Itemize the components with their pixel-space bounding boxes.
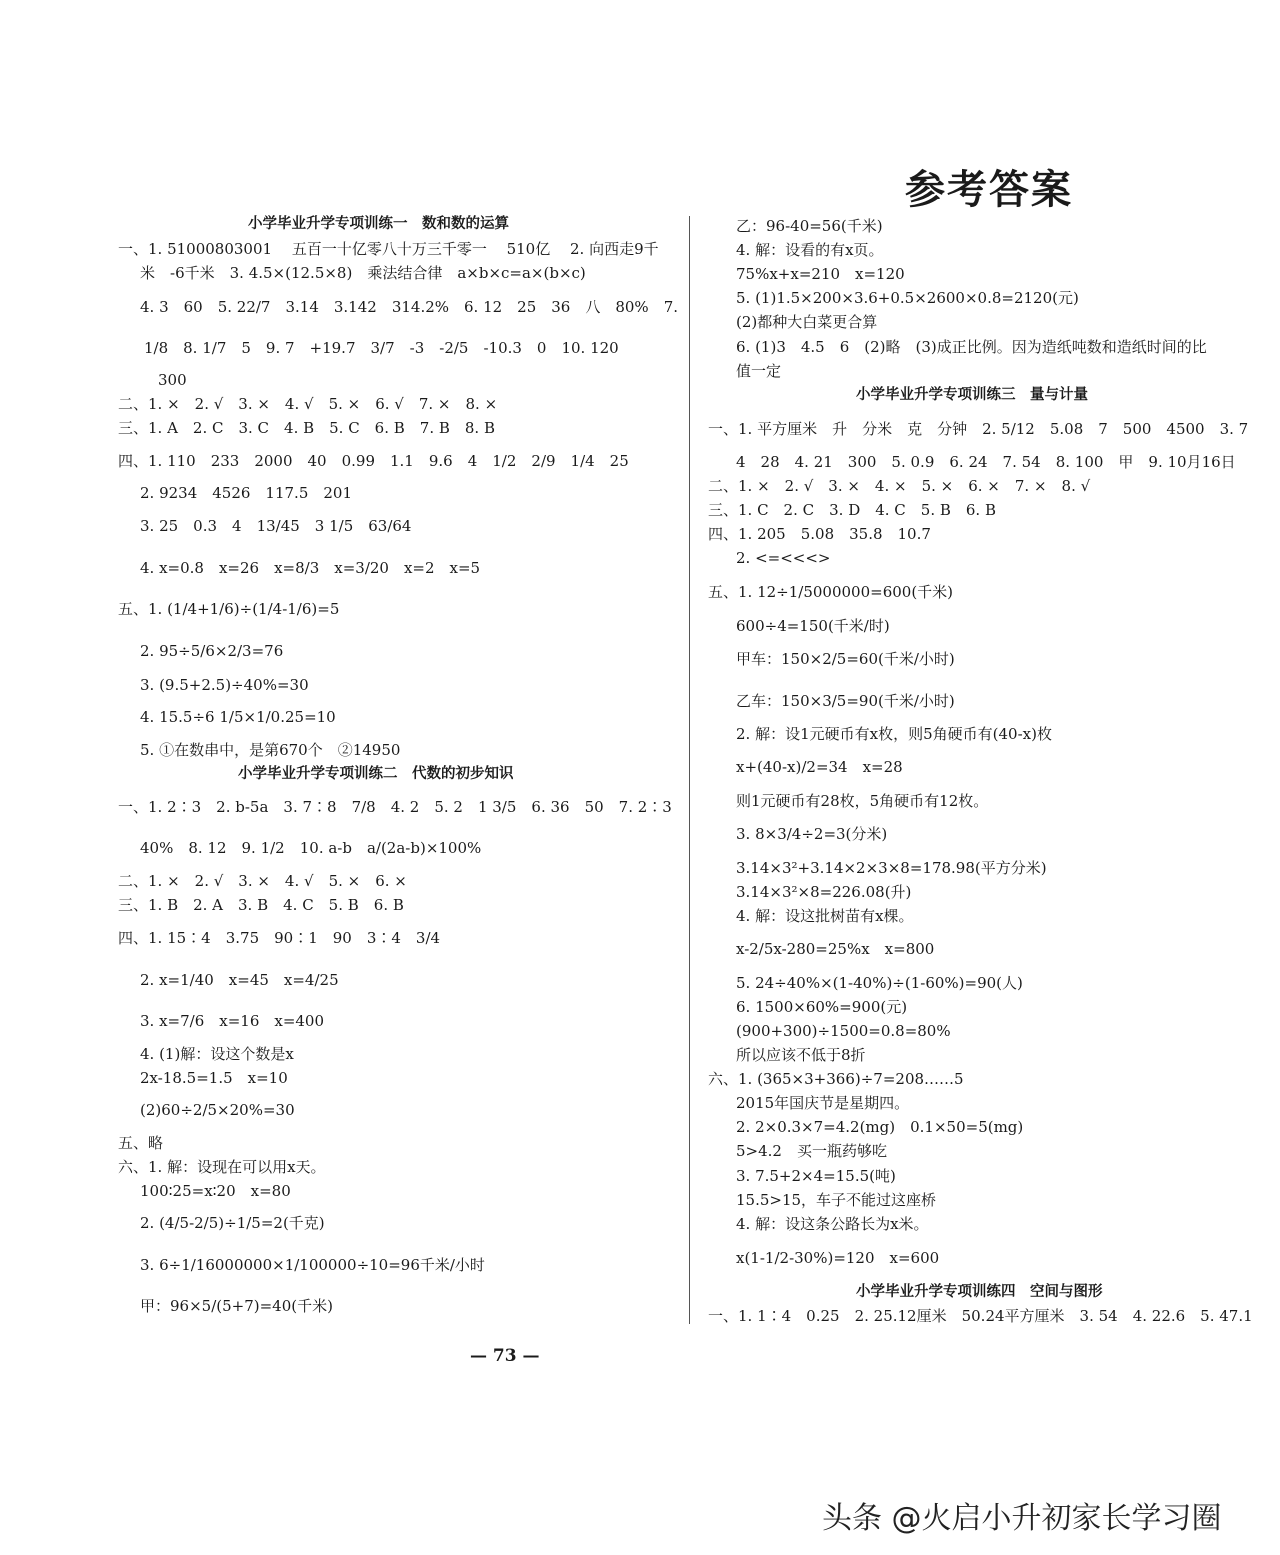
answer-line-left-11: 4. x=0.8 x=26 x=8/3 x=3/20 x=2 x=5 [140,559,481,577]
answer-line-right-35: 15.5>15，车子不能过这座桥 [736,1191,937,1209]
answer-line-right-32: 2. 2×0.3×7=4.2(mg) 0.1×50=5(mg) [736,1118,1024,1136]
answer-line-right-8: 一、1. 平方厘米 升 分米 克 分钟 2. 5/12 5.08 7 500 4500 3. 7 [708,420,1249,438]
section-heading-left-0: 小学毕业升学专项训练一 数和数的运算 [248,216,509,232]
answer-line-left-6: 二、1. × 2. √ 3. × 4. √ 5. × 6. √ 7. × 8. × [118,395,498,413]
answer-line-right-36: 4. 解：设这条公路长为x米。 [736,1215,929,1233]
answer-line-right-27: 6. 1500×60%=900(元) [736,998,908,1016]
answer-line-right-21: 3. 8×3/4÷2=3(分米) [736,825,888,843]
answer-line-left-15: 4. 15.5÷6 1/5×1/0.25=10 [140,708,336,726]
answer-line-left-19: 40% 8. 12 9. 1/2 10. a-b a/(2a-b)×100% [140,839,482,857]
answer-line-right-11: 三、1. C 2. C 3. D 4. C 5. B 6. B [708,501,996,519]
answer-line-left-29: 六、1. 解：设现在可以用x天。 [118,1158,326,1176]
section-heading-right-38: 小学毕业升学专项训练四 空间与图形 [856,1284,1103,1300]
answer-line-left-9: 2. 9234 4526 117.5 201 [140,484,352,502]
answer-line-right-28: (900+300)÷1500=0.8=80% [736,1022,951,1040]
answer-line-right-39: 一、1. 1∶4 0.25 2. 25.12厘米 50.24平方厘米 3. 54 4. 22.6 5. 47.1 [708,1307,1253,1325]
answer-line-left-25: 4. (1)解：设这个数是x [140,1045,294,1063]
page-title: 参考答案 [905,166,1073,213]
answer-line-left-1: 一、1. 51000803001 五百一十亿零八十万三千零一 510亿 2. 向西走9千 [118,240,659,258]
answer-line-left-10: 3. 25 0.3 4 13/45 3 1/5 63/64 [140,517,412,535]
answer-line-left-31: 2. (4/5-2/5)÷1/5=2(千克) [140,1214,325,1232]
answer-line-right-13: 2. <=<<<> [736,549,831,567]
watermark: 头条 @火启小升初家长学习圈 [822,1501,1222,1536]
answer-line-left-4: 1/8 8. 1/7 5 9. 7 +19.7 3/7 -3 -2/5 -10.3 0 10. 120 [144,339,619,357]
answer-line-left-8: 四、1. 110 233 2000 40 0.99 1.1 9.6 4 1/2 2/9 1/4 25 [118,452,629,470]
answer-line-right-31: 2015年国庆节是星期四。 [736,1094,910,1112]
answer-line-right-34: 3. 7.5+2×4=15.5(吨) [736,1167,896,1185]
answer-line-right-29: 所以应该不低于8折 [736,1046,866,1064]
answer-line-right-37: x(1-1/2-30%)=120 x=600 [736,1249,940,1267]
answer-line-left-27: (2)60÷2/5×20%=30 [140,1101,295,1119]
answer-line-left-16: 5. ①在数串中，是第670个 ②14950 [140,741,401,759]
answer-line-left-23: 2. x=1/40 x=45 x=4/25 [140,971,339,989]
answer-line-left-21: 三、1. B 2. A 3. B 4. C 5. B 6. B [118,896,404,914]
answer-line-left-5: 300 [158,371,187,389]
answer-line-right-12: 四、1. 205 5.08 35.8 10.7 [708,525,931,543]
answer-line-right-9: 4 28 4. 21 300 5. 0.9 6. 24 7. 54 8. 100 甲 9. 10月16日 [736,453,1236,471]
answer-line-right-6: 值一定 [736,362,782,380]
answer-line-left-7: 三、1. A 2. C 3. C 4. B 5. C 6. B 7. B 8. B [118,419,495,437]
answer-line-left-3: 4. 3 60 5. 22/7 3.14 3.142 314.2% 6. 12 25 36 八 80% 7. [140,298,679,316]
answer-line-right-17: 乙车：150×3/5=90(千米/小时) [736,692,955,710]
answer-line-right-1: 4. 解：设看的有x页。 [736,241,884,259]
answer-line-left-2: 米 -6千米 3. 4.5×(12.5×8) 乘法结合律 a×b×c=a×(b×c) [140,264,586,282]
answer-line-right-30: 六、1. (365×3+366)÷7=208……5 [708,1070,964,1088]
answer-line-right-3: 5. (1)1.5×200×3.6+0.5×2600×0.8=2120(元) [736,289,1079,307]
answer-line-right-18: 2. 解：设1元硬币有x枚，则5角硬币有(40-x)枚 [736,725,1052,743]
answer-line-right-20: 则1元硬币有28枚，5角硬币有12枚。 [736,792,989,810]
answer-line-right-0: 乙：96-40=56(千米) [736,217,883,235]
answer-line-right-24: 4. 解：设这批树苗有x棵。 [736,907,914,925]
answer-line-left-28: 五、略 [118,1134,164,1152]
answer-line-right-19: x+(40-x)/2=34 x=28 [736,758,903,776]
answer-line-right-25: x-2/5x-280=25%x x=800 [736,940,935,958]
answer-line-left-26: 2x-18.5=1.5 x=10 [140,1069,288,1087]
answer-line-right-4: (2)都种大白菜更合算 [736,313,878,331]
answer-line-right-33: 5>4.2 买一瓶药够吃 [736,1142,887,1160]
answer-line-right-2: 75%x+x=210 x=120 [736,265,905,283]
answer-line-right-16: 甲车：150×2/5=60(千米/小时) [736,650,955,668]
answer-line-right-22: 3.14×3²+3.14×2×3×8=178.98(平方分米) [736,859,1047,877]
section-heading-right-7: 小学毕业升学专项训练三 量与计量 [856,387,1088,403]
answer-line-left-18: 一、1. 2∶3 2. b-5a 3. 7∶8 7/8 4. 2 5. 2 1 3/5 6. 36 50 7. 2∶3 [118,798,672,816]
answer-line-right-15: 600÷4=150(千米/时) [736,617,890,635]
answer-line-left-13: 2. 95÷5/6×2/3=76 [140,642,284,660]
answer-line-left-12: 五、1. (1/4+1/6)÷(1/4-1/6)=5 [118,600,340,618]
answer-line-left-14: 3. (9.5+2.5)÷40%=30 [140,676,309,694]
answer-line-left-33: 甲：96×5/(5+7)=40(千米) [140,1297,333,1315]
answer-line-right-10: 二、1. × 2. √ 3. × 4. × 5. × 6. × 7. × 8. √ [708,477,1091,495]
answer-line-right-23: 3.14×3²×8=226.08(升) [736,883,912,901]
section-heading-left-17: 小学毕业升学专项训练二 代数的初步知识 [238,766,514,782]
answer-line-left-24: 3. x=7/6 x=16 x=400 [140,1012,325,1030]
answer-line-left-32: 3. 6÷1/16000000×1/100000÷10=96千米/小时 [140,1256,485,1274]
answer-line-left-22: 四、1. 15∶4 3.75 90∶1 90 3∶4 3/4 [118,929,441,947]
page-number: — 73 — [470,1346,540,1366]
answer-line-left-30: 100∶25=x∶20 x=80 [140,1182,291,1200]
answer-line-left-20: 二、1. × 2. √ 3. × 4. √ 5. × 6. × [118,872,407,890]
answer-line-right-5: 6. (1)3 4.5 6 (2)略 (3)成正比例。因为造纸吨数和造纸时间的比 [736,338,1207,356]
column-divider [689,216,690,1324]
answer-line-right-26: 5. 24÷40%×(1-40%)÷(1-60%)=90(人) [736,974,1023,992]
answer-line-right-14: 五、1. 12÷1/5000000=600(千米) [708,583,954,601]
